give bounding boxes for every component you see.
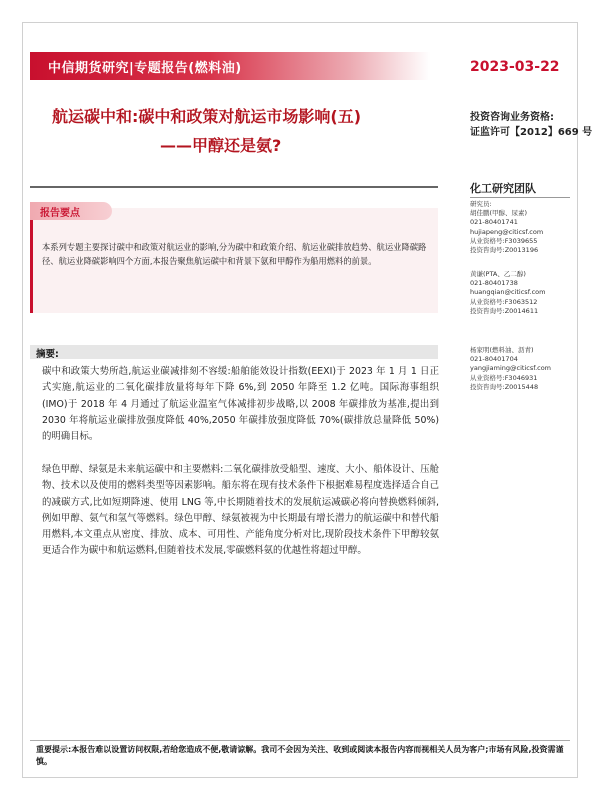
abstract-paragraph-1: 碳中和政策大势所趋,航运业碳减排刻不容缓:船舶能效设计指数(EEXI)于 2023 年 1 月 1 日正式实施,航运业的二氧化碳排放量将每年下降 6%,到 2050 年降至 1.2 亿吨。国际海事组织(IMO)于 2018 年 4 月通过了航运业温室气体减排初步战略,以 2008 年碳排放为基准,提出到 2030 年将航运业碳排放强度降低 40%,2050 年碳排放强度降低 70%(碳排放总量降低 50%)的明确目标。 <box>42 366 439 443</box>
member-name: 杨家明(燃料油、沥青) <box>470 346 534 354</box>
member-advisory-id: 投资咨询号:Z0013196 <box>470 246 539 255</box>
member-phone: 021-80401741 <box>470 218 518 227</box>
footer-disclaimer: 重要提示:本报告难以设置访问权限,若给您造成不便,敬请谅解。我司不会因为关注、收到或阅读本报告内容而视相关人员为客户;市场有风险,投资需谨慎。 <box>36 745 564 766</box>
team-member-1 <box>470 200 580 255</box>
summary-body: 本系列专题主要探讨碳中和政策对航运业的影响,分为碳中和政策介绍、航运业碳排放趋势、航运业降碳路径、航运业降碳影响四个方面,本报告聚焦航运碳中和背景下氨和甲醇作为船用燃料的前景。 <box>42 242 427 266</box>
title-divider <box>30 186 438 188</box>
report-title-line2: ——甲醇还是氨? <box>160 136 282 155</box>
abstract-label: 摘要: <box>36 349 59 360</box>
team-member-3 <box>470 346 580 392</box>
abstract-bar <box>30 345 438 359</box>
member-name: 黄谦(PTA、乙二醇) <box>470 270 526 278</box>
summary-tag-label: 报告要点 <box>40 208 80 219</box>
report-series: 中信期货研究|专题报告(燃料油) <box>48 61 242 76</box>
certification-number: 证监许可【2012】669 号 <box>470 127 593 138</box>
member-advisory-id: 投资咨询号:Z0014611 <box>470 306 539 315</box>
abstract-paragraph-2: 绿色甲醇、绿氨是未来航运碳中和主要燃料:二氧化碳排放受船型、速度、大小、船体设计、压舱物、技术以及使用的燃料类型等因素影响。船东将在现有技术条件下根据难易程度选择适合自己的减碳方式,比如短期降速、使用 LNG 等,中长期随着技术的发展航运减碳必将向替换燃料倾斜,例如甲醇、氨气和氢气等燃料。绿色甲醇、绿氨被视为中长期最有增长潜力的航运碳中和替代船用燃料,本文重点从密度、排放、成本、可用性、产能角度分析对比,现阶段技术条件下甲醇较氨更适合作为碳中和航运燃料,但随着技术发展,零碳燃料氨的优越性将超过甲醇。 <box>42 464 439 557</box>
member-practice-id: 从业资格号:F3039655 <box>470 236 538 245</box>
member-practice-id: 从业资格号:F3046931 <box>470 373 538 382</box>
certification-label: 投资咨询业务资格: <box>470 112 554 123</box>
report-title-line1: 航运碳中和:碳中和政策对航运市场影响(五) <box>52 107 362 126</box>
member-name: 胡佳鹏(甲醇、尿素) <box>470 209 528 218</box>
member-email[interactable]: huangqian@citicsf.com <box>470 288 546 297</box>
member-phone: 021-80401738 <box>470 279 518 288</box>
footer-divider <box>30 740 570 741</box>
member-advisory-id: 投资咨询号:Z0015448 <box>470 382 539 391</box>
team-title: 化工研究团队 <box>470 182 536 195</box>
member-phone: 021-80401704 <box>470 355 518 364</box>
member-email[interactable]: yangjiaming@citicsf.com <box>470 364 552 373</box>
team-member-2 <box>470 270 580 316</box>
team-divider <box>470 197 570 198</box>
researchers-label: 研究员: <box>470 200 492 208</box>
member-email[interactable]: hujiapeng@citicsf.com <box>470 227 544 236</box>
report-date: 2023-03-22 <box>470 59 560 75</box>
member-practice-id: 从业资格号:F3063512 <box>470 297 538 306</box>
